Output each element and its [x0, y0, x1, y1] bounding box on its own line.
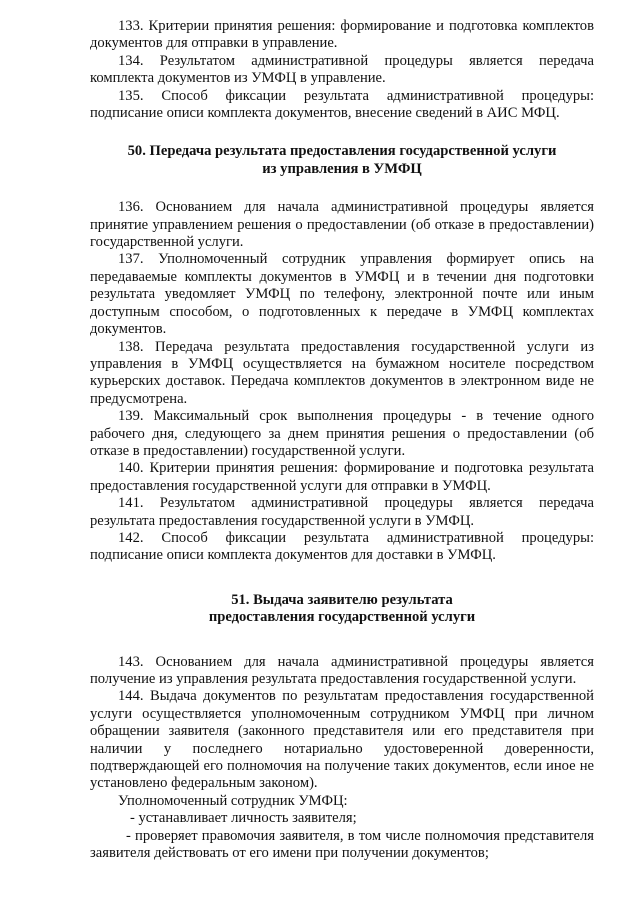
paragraph-142: 142. Способ фиксации результата административной процедуры: подписание описи комплекта документов для доставки в УМФЦ.: [90, 529, 594, 564]
paragraph-143: 143. Основанием для начала административной процедуры является получение из управления результата предоставления государственной услуги.: [90, 653, 594, 687]
paragraph-139: 139. Максимальный срок выполнения процедуры - в течение одного рабочего дня, следующего за днем принятия решения о предоставлении (об отказе в предоставлении) государственной услуги.: [90, 408, 594, 459]
section-50-heading-line-2: из управления в УМФЦ: [262, 160, 422, 177]
paragraph-140: 140. Критерии принятия решения: формирование и подготовка результата предоставления государственной услуги для отправки в УМФЦ.: [90, 460, 594, 494]
section-50-heading-line-1: 50. Передача результата предоставления государственной услуги: [127, 143, 557, 160]
authorized-employee-paragraph: Уполномоченный сотрудник УМФЦ:: [118, 792, 348, 809]
list-item: - устанавливает личность заявителя;: [130, 810, 357, 827]
paragraph-141: 141. Результатом административной процедуры является передача результата предоставления государственной услуги в УМФЦ.: [90, 495, 594, 529]
paragraph-144: 144. Выдача документов по результатам предоставления государственной услуги осуществляется уполномоченным сотрудником УМФЦ при личном обращении заявителя (законного представителя или его представителя при наличии у последнего нотариально удостоверенной доверенности, подтверждающей его полномочия на получение таких документов, если иное не установлено федеральным законом).: [90, 688, 594, 792]
document-page: [90, 18, 594, 862]
paragraph-135: 135. Способ фиксации результата административной процедуры: подписание описи комплекта документов, внесение сведений в АИС МФЦ.: [90, 87, 594, 122]
paragraph-138: 138. Передача результата предоставления государственной услуги из управления в УМФЦ осуществляется на бумажном носителе посредством курьерских доставок. Передача комплектов документов в электронном виде не предусмотрена.: [90, 338, 594, 407]
section-51-heading-line-1: 51. Выдача заявителю результата: [231, 591, 453, 608]
paragraph-137: 137. Уполномоченный сотрудник управления формирует опись на передаваемые комплекты документов в УМФЦ и в течении дня подготовки результата уведомляет УМФЦ по телефону, электронной почте или иным доступным способом, о подготовленных к передаче в УМФЦ комплектах документов.: [90, 251, 594, 338]
paragraph-133: 133. Критерии принятия решения: формирование и подготовка комплектов документов для отправки в управление.: [90, 18, 594, 52]
section-51-heading-line-2: предоставления государственной услуги: [208, 609, 476, 626]
list-item: - проверяет правомочия заявителя, в том числе полномочия представителя заявителя действовать от его имени при получении документов;: [90, 827, 594, 862]
paragraph-134: 134. Результатом административной процедуры является передача комплекта документов из УМФЦ в управление.: [90, 52, 594, 87]
paragraph-136: 136. Основанием для начала административной процедуры является принятие управлением решения о предоставлении (об отказе в предоставлении) государственной услуги.: [90, 199, 594, 251]
